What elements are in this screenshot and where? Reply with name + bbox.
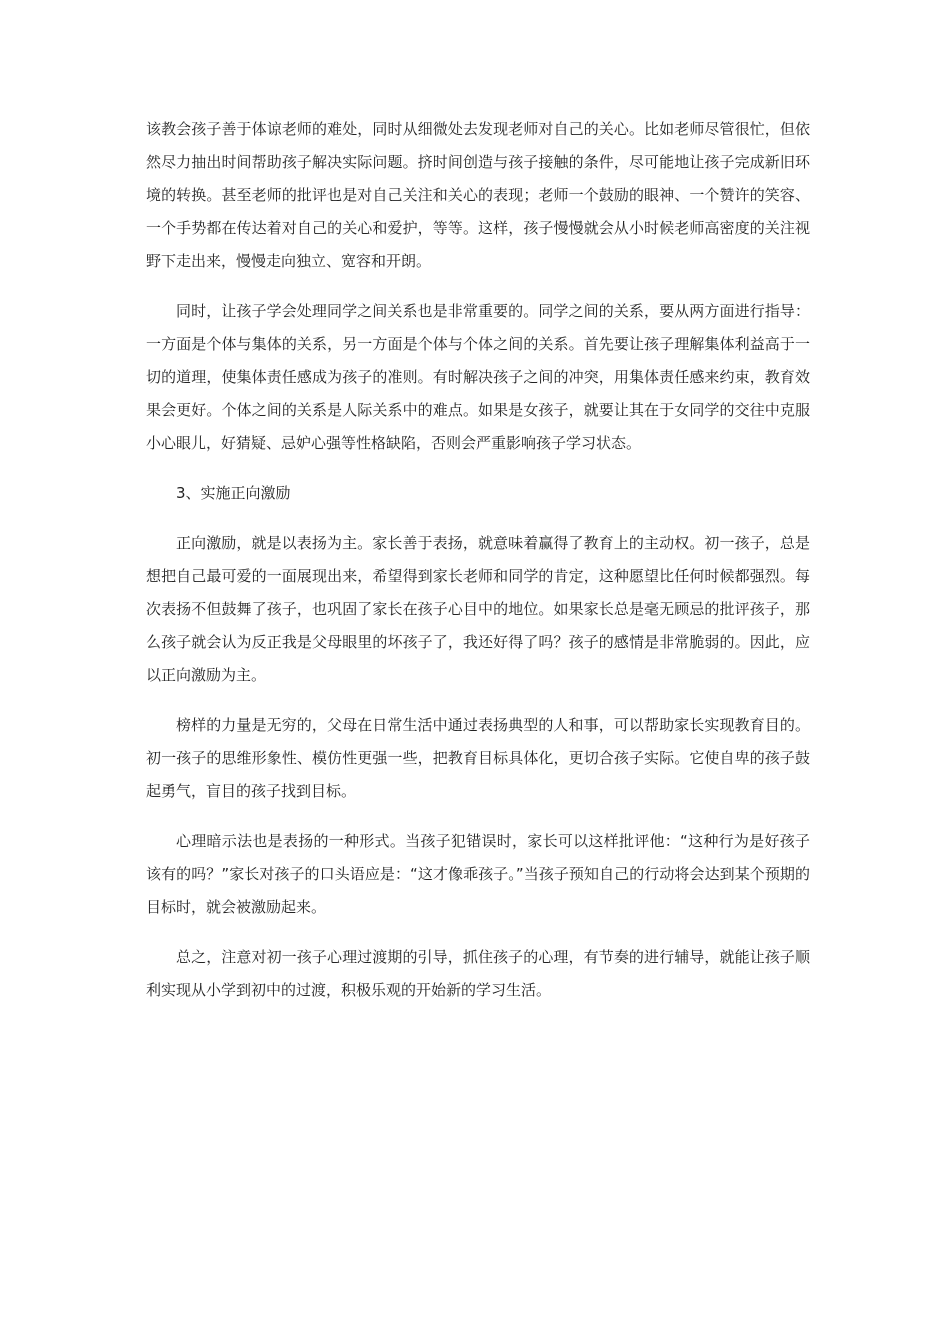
paragraph-psychological-suggestion: 心理暗示法也是表扬的一种形式。当孩子犯错误时，家长可以这样批评他：“这种行为是好孩子该有的吗？”家长对孩子的口头语应是：“这才像乖孩子。”当孩子预知自己的行动将会达到某个预期的目标时，就会被激励起来。 (146, 832, 810, 916)
paragraph-teacher-care: 该教会孩子善于体谅老师的难处，同时从细微处去发现老师对自己的关心。比如老师尽管很忙，但依然尽力抽出时间帮助孩子解决实际问题。挤时间创造与孩子接触的条件，尽可能地让孩子完成新旧环境的转换。甚至老师的批评也是对自己关注和关心的表现；老师一个鼓励的眼神、一个赞许的笑容、一个手势都在传达着对自己的关心和爱护，等等。这样，孩子慢慢就会从小时候老师高密度的关注视野下走出来，慢慢走向独立、宽容和开朗。 (146, 120, 810, 270)
paragraph-role-models: 榜样的力量是无穷的，父母在日常生活中通过表扬典型的人和事，可以帮助家长实现教育目的。初一孩子的思维形象性、模仿性更强一些，把教育目标具体化，更切合孩子实际。它使自卑的孩子鼓起勇气，盲目的孩子找到目标。 (146, 716, 810, 800)
paragraph-conclusion: 总之，注意对初一孩子心理过渡期的引导，抓住孩子的心理，有节奏的进行辅导，就能让孩子顺利实现从小学到初中的过渡，积极乐观的开始新的学习生活。 (146, 948, 810, 999)
paragraph-classmate-relations: 同时，让孩子学会处理同学之间关系也是非常重要的。同学之间的关系，要从两方面进行指导：一方面是个体与集体的关系，另一方面是个体与个体之间的关系。首先要让孩子理解集体利益高于一切的道理，使集体责任感成为孩子的准则。有时解决孩子之间的冲突，用集体责任感来约束，教育效果会更好。个体之间的关系是人际关系中的难点。如果是女孩子，就要让其在于女同学的交往中克服小心眼儿，好猜疑、忌妒心强等性格缺陷，否则会严重影响孩子学习状态。 (146, 302, 810, 452)
paragraph-positive-motivation: 正向激励，就是以表扬为主。家长善于表扬，就意味着赢得了教育上的主动权。初一孩子，总是想把自己最可爱的一面展现出来，希望得到家长老师和同学的肯定，这种愿望比任何时候都强烈。每次表扬不但鼓舞了孩子，也巩固了家长在孩子心目中的地位。如果家长总是毫无顾忌的批评孩子，那么孩子就会认为反正我是父母眼里的坏孩子了，我还好得了吗？孩子的感情是非常脆弱的。因此，应以正向激励为主。 (146, 534, 810, 684)
document-body (146, 113, 810, 1024)
section-heading-positive-motivation: 3、实施正向激励 (176, 484, 291, 502)
